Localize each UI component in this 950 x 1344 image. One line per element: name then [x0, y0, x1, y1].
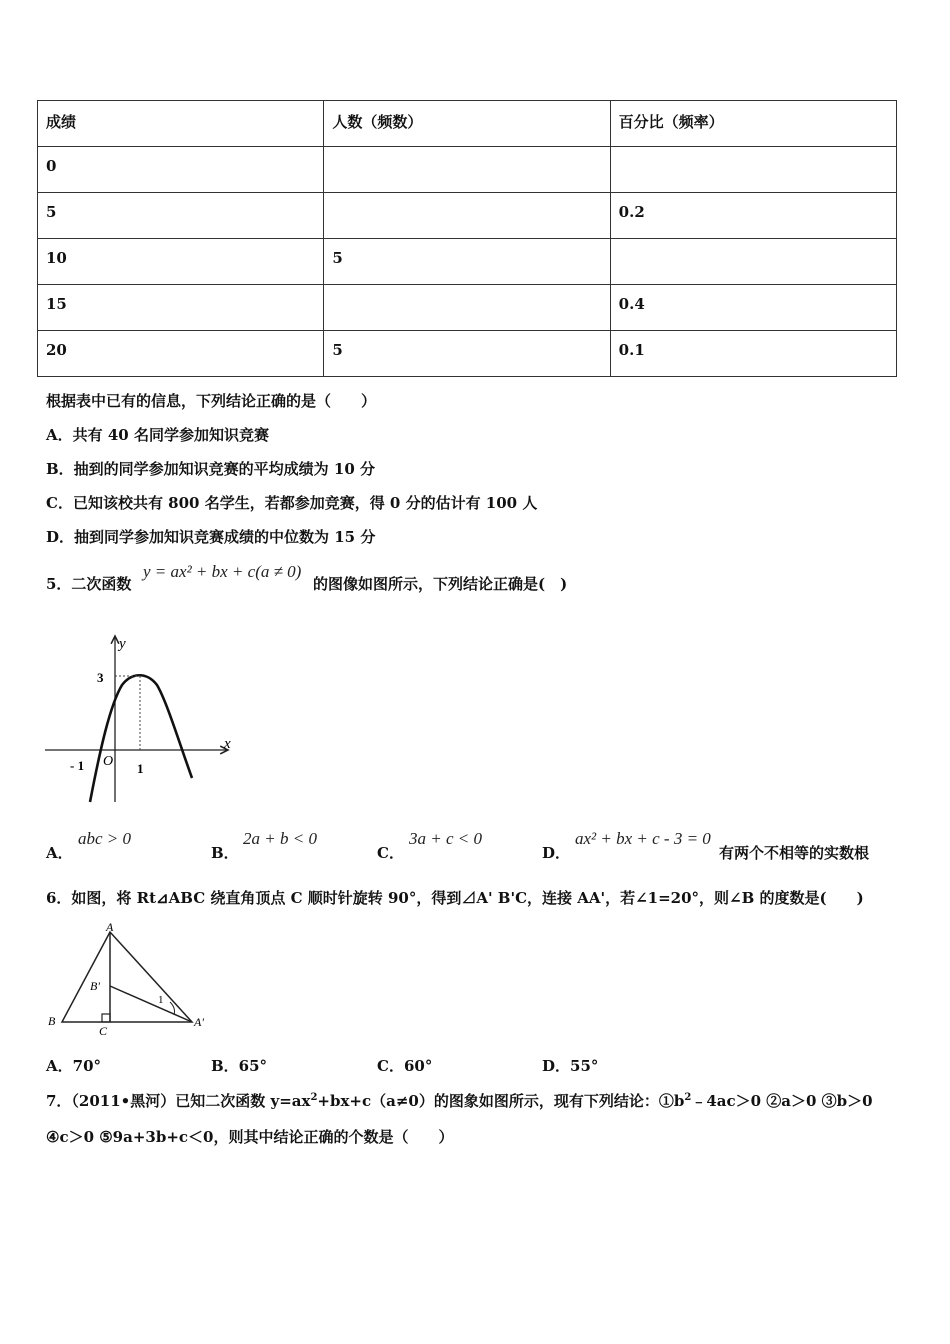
q4-option-c: C．已知该校共有 800 名学生，若都参加竞赛，得 0 分的估计有 100 人 [46, 494, 538, 512]
table-row [38, 285, 897, 331]
q5-option-c-letter: C． [377, 844, 404, 862]
table-cell: 0.2 [610, 193, 896, 239]
q5-formula: y = ax² + bx + c(a ≠ 0) [143, 562, 302, 581]
q7-line-2: ④c＞0 ⑤9a+3b+c＜0，则其中结论正确的个数是（ ） [46, 1128, 454, 1146]
header-cell: 百分比（频率） [610, 101, 896, 147]
q7-sup-1: 2 [310, 1092, 318, 1103]
q5-option-a-letter: A． [46, 844, 73, 862]
table-cell: 0.1 [610, 331, 896, 377]
table-cell: 15 [38, 285, 324, 331]
table-header-row [38, 101, 897, 147]
label-a-prime: A' [194, 1015, 204, 1029]
q5-option-d-formula: ax² + bx + c - 3 = 0 [575, 829, 711, 848]
neg-one-label: - 1 [70, 758, 85, 773]
q7-line-1-part-b: +bx+c（a≠0）的图象如图所示，现有下列结论：①b [317, 1092, 685, 1110]
y-axis-label: y [119, 636, 126, 652]
q5-option-d-tail: 有两个不相等的实数根 [719, 844, 870, 862]
q5-option-d-letter: D． [542, 844, 571, 862]
table-cell [610, 239, 896, 285]
q7-line-1 [46, 1090, 873, 1111]
label-a: A [106, 920, 114, 934]
label-b: B [48, 1014, 56, 1028]
q4-option-b: B．抽到的同学参加知识竞赛的平均成绩为 10 分 [46, 460, 375, 478]
q6-option-c: C．60° [377, 1057, 433, 1075]
table-cell [324, 285, 610, 331]
q5-option-b-formula: 2a + b < 0 [243, 829, 317, 848]
table-cell [324, 147, 610, 193]
q4-stem: 根据表中已有的信息，下列结论正确的是（ ） [46, 392, 377, 410]
label-b-prime: B' [90, 979, 100, 993]
one-label: 1 [137, 761, 144, 776]
q7-sup-2: 2 [684, 1092, 692, 1103]
q4-option-d: D．抽到同学参加知识竞赛成绩的中位数为 15 分 [46, 528, 376, 546]
q6-stem: 6．如图，将 Rt⊿ABC 绕直角顶点 C 顺时针旋转 90°，得到⊿A' B'C，连接 AA'，若∠1=20°，则∠B 的度数是( ) [46, 889, 864, 907]
q6-option-a: A．70° [46, 1057, 102, 1075]
q5-option-c-formula: 3a + c < 0 [409, 829, 482, 848]
x-axis-label: x [224, 736, 231, 752]
table-row [38, 331, 897, 377]
q4-option-a: A．共有 40 名同学参加知识竞赛 [46, 426, 269, 444]
segment-b-prime-a-prime [110, 986, 192, 1022]
score-table [37, 100, 897, 377]
vertex-y-label: 3 [97, 670, 104, 685]
triangle-abc [62, 932, 192, 1022]
table-cell: 10 [38, 239, 324, 285]
q7-line-1-part-c: ﹣4ac＞0 ②a＞0 ③b＞0 [691, 1092, 873, 1110]
q5-stem-tail: 的图像如图所示，下列结论正确是( ) [313, 575, 568, 593]
table-row [38, 147, 897, 193]
q5-number: 5．二次函数 [46, 575, 132, 593]
table-cell: 5 [38, 193, 324, 239]
table-cell [610, 147, 896, 193]
parabola-curve [90, 675, 192, 802]
table-cell: 20 [38, 331, 324, 377]
header-cell: 成绩 [38, 101, 324, 147]
header-cell: 人数（频数） [324, 101, 610, 147]
table-row [38, 193, 897, 239]
table-row [38, 239, 897, 285]
table-cell [324, 193, 610, 239]
q5-option-b-letter: B． [211, 844, 239, 862]
table-cell: 0.4 [610, 285, 896, 331]
label-c: C [99, 1024, 108, 1038]
right-angle-mark [102, 1014, 110, 1022]
q6-option-b: B．65° [211, 1057, 268, 1075]
q7-line-1-part-a: 7．（2011•黑河）已知二次函数 y=ax [46, 1092, 311, 1110]
origin-label: O [103, 754, 114, 769]
triangle-figure [40, 918, 220, 1038]
q6-option-d: D．55° [542, 1057, 599, 1075]
table-cell: 0 [38, 147, 324, 193]
table-cell: 5 [324, 331, 610, 377]
table-cell: 5 [324, 239, 610, 285]
q5-option-a-formula: abc > 0 [78, 829, 132, 848]
label-angle-1: 1 [158, 994, 164, 1006]
parabola-graph [40, 630, 240, 808]
